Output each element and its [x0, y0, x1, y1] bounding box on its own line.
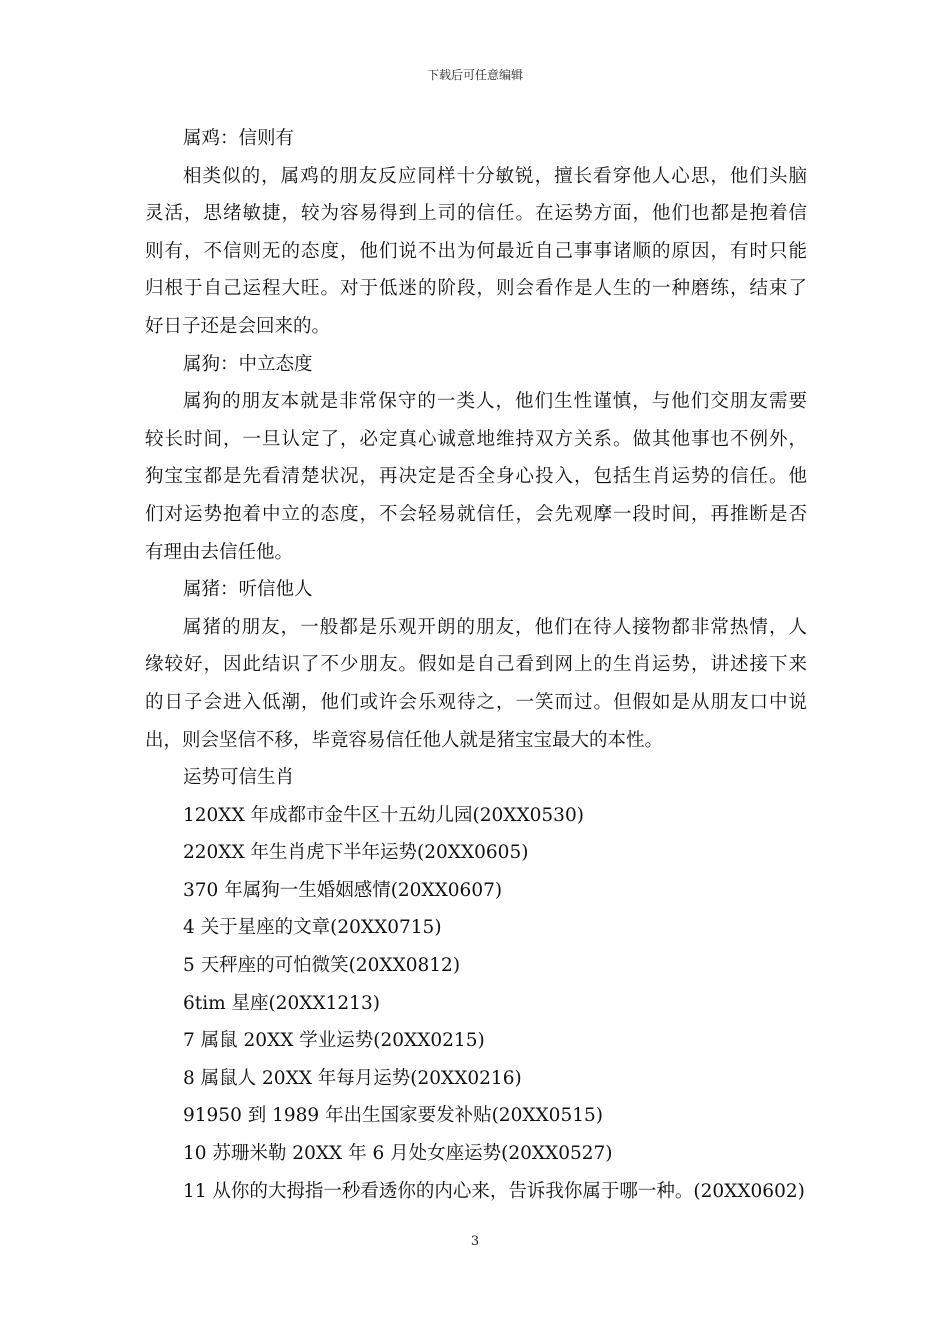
page-header: 下载后可任意编辑 — [426, 68, 523, 82]
paragraph-line: 灵活，思绪敏捷，较为容易得到上司的信任。在运势方面，他们也都是抱着信 — [145, 203, 807, 225]
related-article-item: 11 从你的大拇指一秒看透你的内心来，告诉我你属于哪一种。(20XX0602) — [183, 1180, 805, 1202]
related-article-item: 10 苏珊米勒 20XX 年 6 月处女座运势(20XX0527) — [183, 1143, 613, 1165]
paragraph-line: 则有，不信则无的态度，他们说不出为何最近自己事事诸顺的原因，有时只能 — [145, 240, 807, 262]
related-article-item: 4 关于星座的文章(20XX0715) — [183, 917, 442, 939]
related-article-item: 370 年属狗一生婚姻感情(20XX0607) — [183, 879, 503, 901]
page-number: 3 — [470, 1234, 480, 1249]
paragraph-line: 属狗的朋友本就是非常保守的一类人，他们生性谨慎，与他们交朋友需要 — [183, 391, 807, 413]
related-article-item: 6tim 星座(20XX1213) — [183, 992, 380, 1014]
paragraph-line: 狗宝宝都是先看清楚状况，再决定是否全身心投入，包括生肖运势的信任。他 — [145, 466, 807, 488]
heading-dog: 属狗：中立态度 — [183, 353, 313, 375]
heading-pig: 属猪：听信他人 — [183, 579, 313, 601]
paragraph-line: 们对运势抱着中立的态度，不会轻易就信任，会先观摩一段时间，再推断是否 — [145, 503, 807, 525]
heading-rooster: 属鸡：信则有 — [183, 128, 295, 149]
related-article-item: 220XX 年生肖虎下半年运势(20XX0605) — [183, 842, 529, 864]
paragraph-line: 出，则会坚信不移，毕竟容易信任他人就是猪宝宝最大的本性。 — [145, 729, 664, 751]
paragraph-line: 有理由去信任他。 — [145, 541, 294, 563]
related-articles-heading: 运势可信生肖 — [183, 767, 295, 789]
document-body — [145, 120, 807, 1210]
paragraph-line: 的日子会进入低潮，他们或许会乐观待之，一笑而过。但假如是从朋友口中说 — [145, 691, 807, 713]
related-article-item: 91950 到 1989 年出生国家要发补贴(20XX0515) — [183, 1105, 603, 1127]
paragraph-line: 较长时间，一旦认定了，必定真心诚意地维持双方关系。做其他事也不例外， — [145, 428, 807, 450]
related-article-item: 120XX 年成都市金牛区十五幼儿园(20XX0530) — [183, 804, 584, 826]
paragraph-line: 相类似的，属鸡的朋友反应同样十分敏锐，擅长看穿他人心思，他们头脑 — [183, 165, 807, 187]
related-article-item: 5 天秤座的可怕微笑(20XX0812) — [183, 955, 461, 977]
paragraph-line: 属猪的朋友，一般都是乐观开朗的朋友，他们在待人接物都非常热情，人 — [183, 616, 807, 638]
related-article-item: 8 属鼠人 20XX 年每月运势(20XX0216) — [183, 1067, 522, 1089]
paragraph-line: 缘较好，因此结识了不少朋友。假如是自己看到网上的生肖运势，讲述接下来 — [145, 654, 807, 676]
paragraph-line: 好日子还是会回来的。 — [145, 315, 331, 337]
related-article-item: 7 属鼠 20XX 学业运势(20XX0215) — [183, 1030, 485, 1052]
paragraph-line: 归根于自己运程大旺。对于低迷的阶段，则会看作是人生的一种磨练，结束了 — [145, 278, 807, 300]
